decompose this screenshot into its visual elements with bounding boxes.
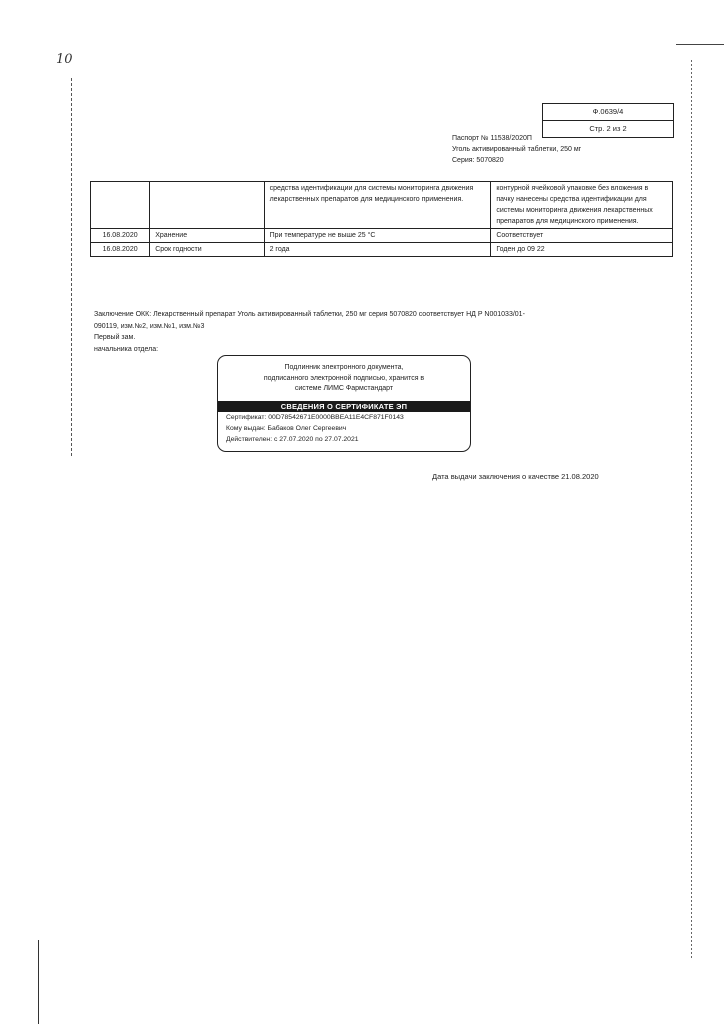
scan-edge-left-bottom: [38, 940, 39, 1024]
scan-edge-right: [691, 60, 692, 960]
row-date: 16.08.2020: [91, 243, 150, 257]
issue-date: Дата выдачи заключения о качестве 21.08.2020: [432, 472, 599, 481]
stamp-line-3: системе ЛИМС Фармстандарт: [294, 385, 394, 392]
series-number: Серия: 5070820: [452, 157, 504, 164]
form-code: Ф.0639/4: [592, 107, 624, 116]
product-name: Уголь активированный таблетки, 250 мг: [452, 146, 582, 153]
table-row: [91, 243, 673, 257]
row-result: контурной ячейковой упаковке без вложения в пачку нанесены средства идентификации для системы мониторинга движения лекарственных препаратов для медицинского применения.: [491, 182, 673, 229]
certificate-owner: Кому выдан: Бабаков Олег Сергеевич: [226, 424, 347, 432]
row-parameter: [150, 182, 264, 229]
page-counter: Стр. 2 из 2: [543, 120, 673, 137]
stamp-line-1: Подлинник электронного документа,: [284, 364, 404, 371]
certificate-validity: Действителен: с 27.07.2020 по 27.07.2021: [226, 435, 359, 443]
row-result: Соответствует: [491, 229, 673, 243]
row-requirement: средства идентификации для системы мониторинга движения лекарственных препаратов для медицинского применения.: [264, 182, 491, 229]
conclusion-text: Заключение ОКК: Лекарственный препарат Уголь активированный таблетки, 250 мг серия 5070820 соответствует НД Р N001033/01-090119, изм.№2, изм.№1, изм.№3: [94, 311, 525, 330]
row-date: [91, 182, 150, 229]
test-results-table: [90, 181, 673, 257]
row-parameter: Хранение: [150, 229, 264, 243]
row-parameter: Срок годности: [150, 243, 264, 257]
table-row: [91, 182, 673, 229]
signatory-label: Первый зам. начальника отдела:: [94, 334, 159, 353]
scan-edge-top: [676, 44, 724, 45]
table-row: [91, 229, 673, 243]
row-date: 16.08.2020: [91, 229, 150, 243]
certificate-number: Сертификат: 00D78542671E0000BBEA11E4CF871F0143: [226, 413, 404, 421]
row-requirement: При температуре не выше 25 °С: [264, 229, 491, 243]
row-result: Годен до 09 22: [491, 243, 673, 257]
passport-number: Паспорт № 11538/2020П: [452, 135, 532, 142]
qc-conclusion: [94, 309, 544, 355]
certificate-info-bar: СВЕДЕНИЯ О СЕРТИФИКАТЕ ЭП: [218, 401, 470, 412]
passport-header: [452, 133, 581, 166]
scan-edge-left: [71, 78, 72, 458]
stamp-line-2: подписанного электронной подписью, хранится в: [263, 374, 425, 382]
electronic-signature-stamp: [217, 355, 471, 452]
handwritten-page-number: 10: [56, 52, 73, 67]
row-requirement: 2 года: [264, 243, 491, 257]
